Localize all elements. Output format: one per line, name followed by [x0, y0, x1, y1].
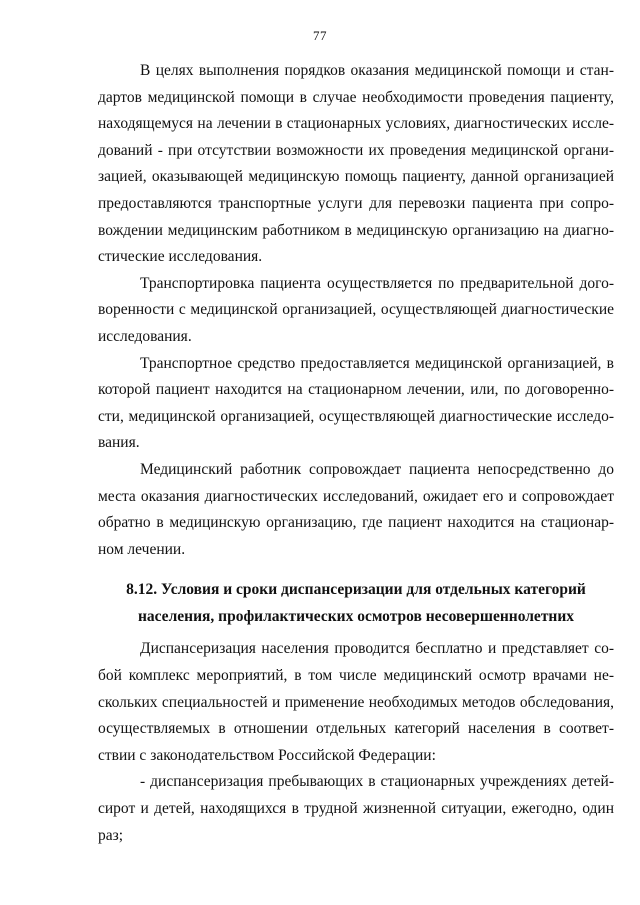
text-line: дований - при отсутствии возможности их проведения медицинской органи-: [98, 141, 614, 159]
heading-line: 8.12. Условия и сроки диспансеризации для отдельных категорий: [126, 581, 586, 599]
paragraph: [98, 457, 614, 563]
paragraph: [98, 271, 614, 351]
text-line: обратно в медицинскую организацию, где пациент находится на стационар-: [98, 514, 614, 532]
heading-line: населения, профилактических осмотров несовершеннолетних: [137, 607, 575, 625]
body-text: [98, 58, 614, 849]
text-line: места оказания диагностических исследований, ожидает его и сопровождает: [98, 487, 614, 505]
text-line: исследования.: [98, 327, 192, 345]
text-line: ствии с законодательством Российской Федерации:: [98, 746, 436, 764]
list-item: [98, 769, 614, 849]
text-line: В целях выполнения порядков оказания медицинской помощи и стан-: [140, 62, 614, 79]
page-number: 77: [313, 28, 327, 43]
text-line: ном лечении.: [98, 540, 186, 558]
text-line: Диспансеризация населения проводится бесплатно и представляет со-: [140, 640, 614, 658]
text-line: находящемуся на лечении в стационарных условиях, диагностических иссле-: [98, 115, 614, 133]
paragraph: [98, 58, 614, 271]
text-line: зацией, оказывающей медицинскую помощь пациенту, данной организацией: [98, 168, 614, 186]
paragraph: [98, 636, 614, 769]
text-line: - диспансеризация пребывающих в стационарных учреждениях детей-: [140, 773, 614, 791]
text-line: Медицинский работник сопровождает пациента непосредственно до: [140, 460, 614, 478]
text-line: которой пациент находится на стационарном лечении, или, по договоренно-: [98, 381, 614, 399]
text-line: сти, медицинской организацией, осуществляющей диагностические исследо-: [98, 407, 614, 425]
text-line: вождении медицинским работником в медицинскую организацию на диагно-: [98, 221, 614, 239]
text-line: Транспортировка пациента осуществляется по предварительной дого-: [140, 274, 614, 292]
text-line: Транспортное средство предоставляется медицинской организацией, в: [140, 354, 614, 372]
text-line: бой комплекс мероприятий, в том числе медицинский осмотр врачами не-: [98, 667, 614, 685]
text-line: дартов медицинской помощи в случае необходимости проведения пациенту,: [98, 88, 614, 106]
text-line: сирот и детей, находящихся в трудной жизненной ситуации, ежегодно, один: [98, 800, 614, 818]
text-line: скольких специальностей и применение необходимых методов обследования,: [98, 693, 614, 711]
text-line: стические исследования.: [98, 248, 263, 266]
text-line: раз;: [98, 826, 124, 844]
section-heading: [98, 577, 614, 630]
text-line: предоставляются транспортные услуги для перевозки пациента при сопро-: [98, 194, 614, 212]
text-line: воренности с медицинской организацией, осуществляющей диагностические: [98, 301, 614, 319]
paragraph: [98, 351, 614, 457]
text-line: осуществляемых в отношении отдельных категорий населения в соответ-: [98, 720, 614, 738]
text-line: вания.: [98, 434, 140, 452]
